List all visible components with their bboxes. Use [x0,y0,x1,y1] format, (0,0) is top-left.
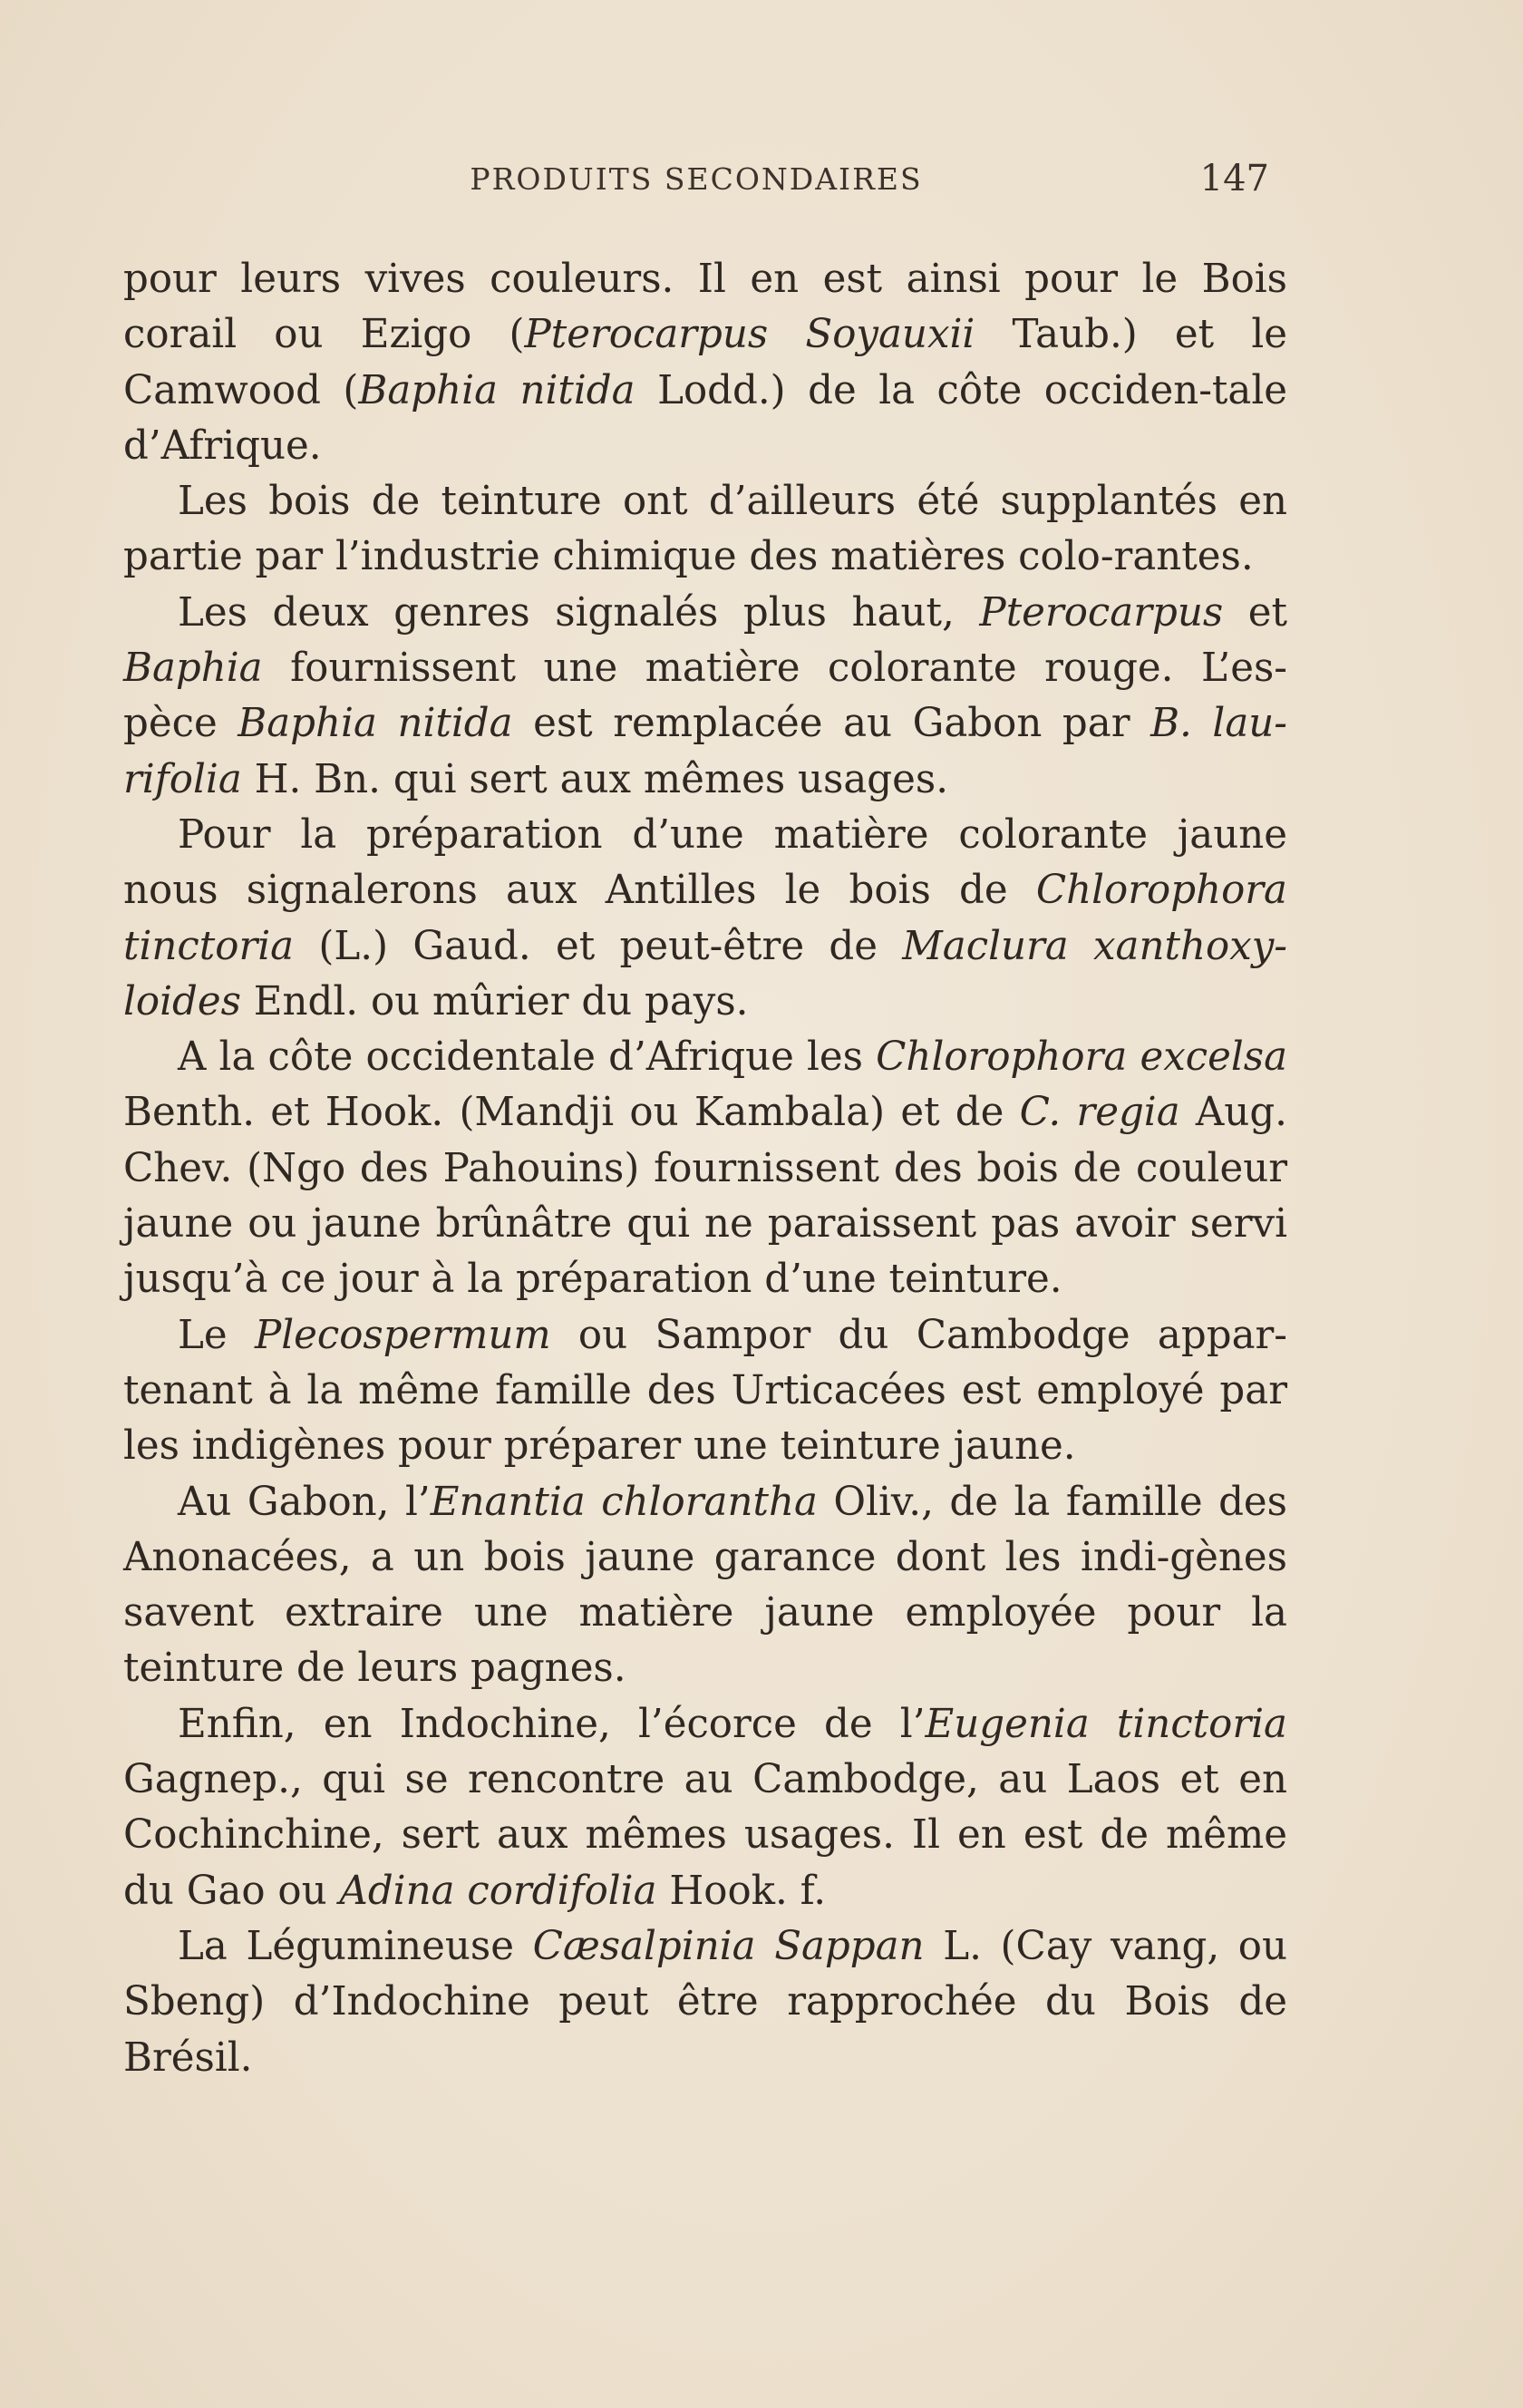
text-run: L. (Cay vang, ou Sbeng) d’Indochine peut être rapprochée du Bois de Brésil. [123,1923,1287,2081]
text-run: Gagnep., qui se rencontre au Cambodge, au Laos et en Cochinchine, sert aux mêmes usages. Il en est de même du Gao ou [123,1757,1287,1914]
text-run: Pour la préparation d’une matière colorante jaune nous signalerons aux Antilles le bois de [123,811,1287,914]
paragraph [123,474,1287,586]
paragraph [123,1697,1287,1919]
italic-run: C. regia [1019,1090,1180,1136]
text-run: est remplacée au Gabon par [512,701,1151,747]
text-run: La Légumineuse [178,1923,533,1969]
text-run: A la côte occidentale d’Afrique les [178,1034,877,1081]
italic-run: Baphia nitida [358,367,635,413]
italic-run: Pterocarpus [979,589,1224,636]
italic-run: Enantia chlorantha [430,1479,818,1525]
italic-run: Chlorophora tinctoria [123,868,1287,969]
text-run: Au Gabon, l’ [178,1479,431,1525]
text-run: H. Bn. qui sert aux mêmes usages. [241,756,949,802]
paragraph [123,1919,1287,2086]
body-text [123,252,1287,2086]
paragraph [123,1030,1287,1307]
text-run: Les deux genres signalés plus haut, [178,589,980,636]
italic-run: Eugenia tinctoria [925,1701,1287,1747]
text-run: Le [178,1312,255,1358]
italic-run: Maclura xanthoxy-loides [123,923,1287,1024]
paragraph [123,586,1287,808]
text-run: (L.) Gaud. et peut-être de [294,923,903,969]
italic-run: Adina cordifolia [339,1868,657,1914]
paragraph [123,808,1287,1030]
text-run: Taub.) et le Camwood ( [123,312,1288,413]
text-run: ou Sampor du Cambodge appar-tenant à la même famille des Urticacées est employé par les indigènes pour préparer une teinture jaune. [123,1312,1287,1470]
text-run: Benth. et Hook. (Mandji ou Kambala) et de [123,1090,1020,1136]
text-run: Aug. Chev. (Ngo des Pahouins) fournissent des bois de couleur jaune ou jaune brûnâtre qui ne paraissent pas avoir servi jusqu’à ce jour à la préparation d’une teinture. [123,1090,1287,1303]
text-run: pour leurs vives couleurs. Il en est ainsi pour le Bois corail ou Ezigo ( [123,257,1287,358]
text-run: Les bois de teinture ont d’ailleurs été supplantés en partie par l’industrie chimique des matières colo-rantes. [123,479,1287,580]
italic-run: Baphia nitida [238,701,513,747]
text-run: Oliv., de la famille des Anonacées, a un bois jaune garance dont les indi-gènes savent extraire une matière jaune employée pour la teinture de leurs pagnes. [123,1479,1288,1692]
italic-run: B. lau-rifolia [123,701,1287,802]
paragraph [123,1308,1287,1475]
paragraph [123,252,1287,474]
text-run: Hook. f. [656,1868,827,1914]
text-run: Lodd.) de la côte occiden-tale d’Afrique. [123,367,1287,469]
page-number: 147 [1199,158,1269,199]
running-head-title: PRODUITS SECONDAIRES [470,161,923,197]
italic-run: Cæsalpinia Sappan [532,1923,925,1969]
text-run: Endl. ou mûrier du pays. [240,978,749,1024]
text-run: Enfin, en Indochine, l’écorce de l’ [178,1701,926,1747]
italic-run: Pterocarpus Soyauxii [524,312,975,358]
italic-run: Plecospermum [254,1312,551,1358]
running-head [123,158,1269,216]
paragraph [123,1475,1287,1697]
text-run: fournissent une matière colorante rouge. L’es-pèce [123,646,1287,747]
text-run: et [1223,589,1287,636]
italic-run: Baphia [123,646,263,692]
italic-run: Chlorophora excelsa [876,1034,1288,1081]
